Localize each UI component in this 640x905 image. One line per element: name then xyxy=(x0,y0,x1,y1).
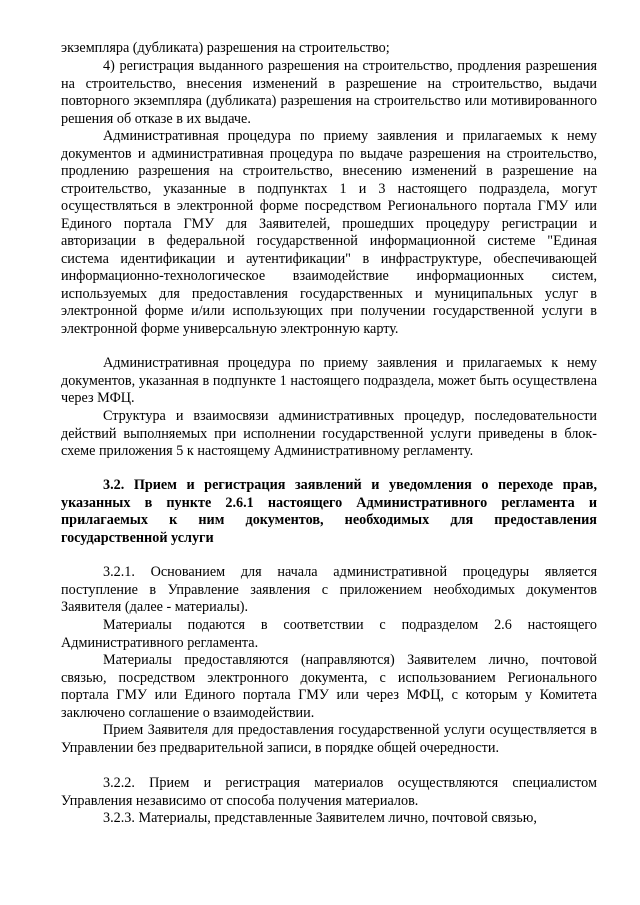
section-heading-3-2: 3.2. Прием и регистрация заявлений и уведомления о переходе прав, указанных в пункте 2.6.1 настоящего Административного регламента и прилагаемых к ним документов, необходимых для предоставления государственной услуги xyxy=(61,477,597,546)
paragraph-mfc: Административная процедура по приему заявления и прилагаемых к нему документов, указанная в подпункте 1 настоящего подраздела, может быть осуществлена через МФЦ. xyxy=(61,355,597,406)
paragraph-structure: Структура и взаимосвязи административных процедур, последовательности действий выполняемых при исполнении государственной услуги приведены в блок-схеме приложения 5 к настоящему Административному регламенту. xyxy=(61,408,597,459)
paragraph-3-2-2: 3.2.2. Прием и регистрация материалов осуществляются специалистом Управления независимо от способа получения материалов. xyxy=(61,775,597,809)
paragraph-electronic-form: Административная процедура по приему заявления и прилагаемых к нему документов и административная процедура по выдаче разрешения на строительство, продлению разрешения на строительство, внесению изменений в разрешение на строительство, указанные в подпунктах 1 и 3 настоящего подраздела, могут осуществляться в электронной форме посредством Регионального портала ГМУ или Единого портала ГМУ для Заявителей, прошедших процедуру регистрации и авторизации в федеральной государственной информационной системе "Единая система идентификации и аутентификации" в инфраструктуре, обеспечивающей информационно-технологическое взаимодействие информационных систем, используемых для предоставления государственных и муниципальных услуг в электронной форме и/или использующих при получении государственной услуги в электронной форме универсальную электронную карту. xyxy=(61,128,597,337)
paragraph-materials-submitted: Материалы подаются в соответствии с подразделом 2.6 настоящего Административного регламента. xyxy=(61,617,597,651)
paragraph-item-4: 4) регистрация выданного разрешения на строительство, продления разрешения на строительство, внесения изменений в разрешение на строительство, выдачи повторного экземпляра (дубликата) разрешения на строительство или мотивированного решения об отказе в их выдаче. xyxy=(61,58,597,127)
paragraph-continuation: экземпляра (дубликата) разрешения на строительство; xyxy=(61,40,390,56)
paragraph-materials-provided: Материалы предоставляются (направляются) Заявителем лично, почтовой связью, посредством электронного документа, с использованием Регионального портала ГМУ или Единого портала ГМУ или через МФЦ, с которым у Комитета заключено соглашение о взаимодействии. xyxy=(61,652,597,721)
paragraph-3-2-3: 3.2.3. Материалы, представленные Заявителем лично, почтовой связью, xyxy=(103,810,537,826)
paragraph-reception: Прием Заявителя для предоставления государственной услуги осуществляется в Управлении без предварительной записи, в порядке общей очередности. xyxy=(61,722,597,756)
paragraph-3-2-1: 3.2.1. Основанием для начала административной процедуры является поступление в Управление заявления с приложением необходимых документов Заявителя (далее - материалы). xyxy=(61,564,597,615)
